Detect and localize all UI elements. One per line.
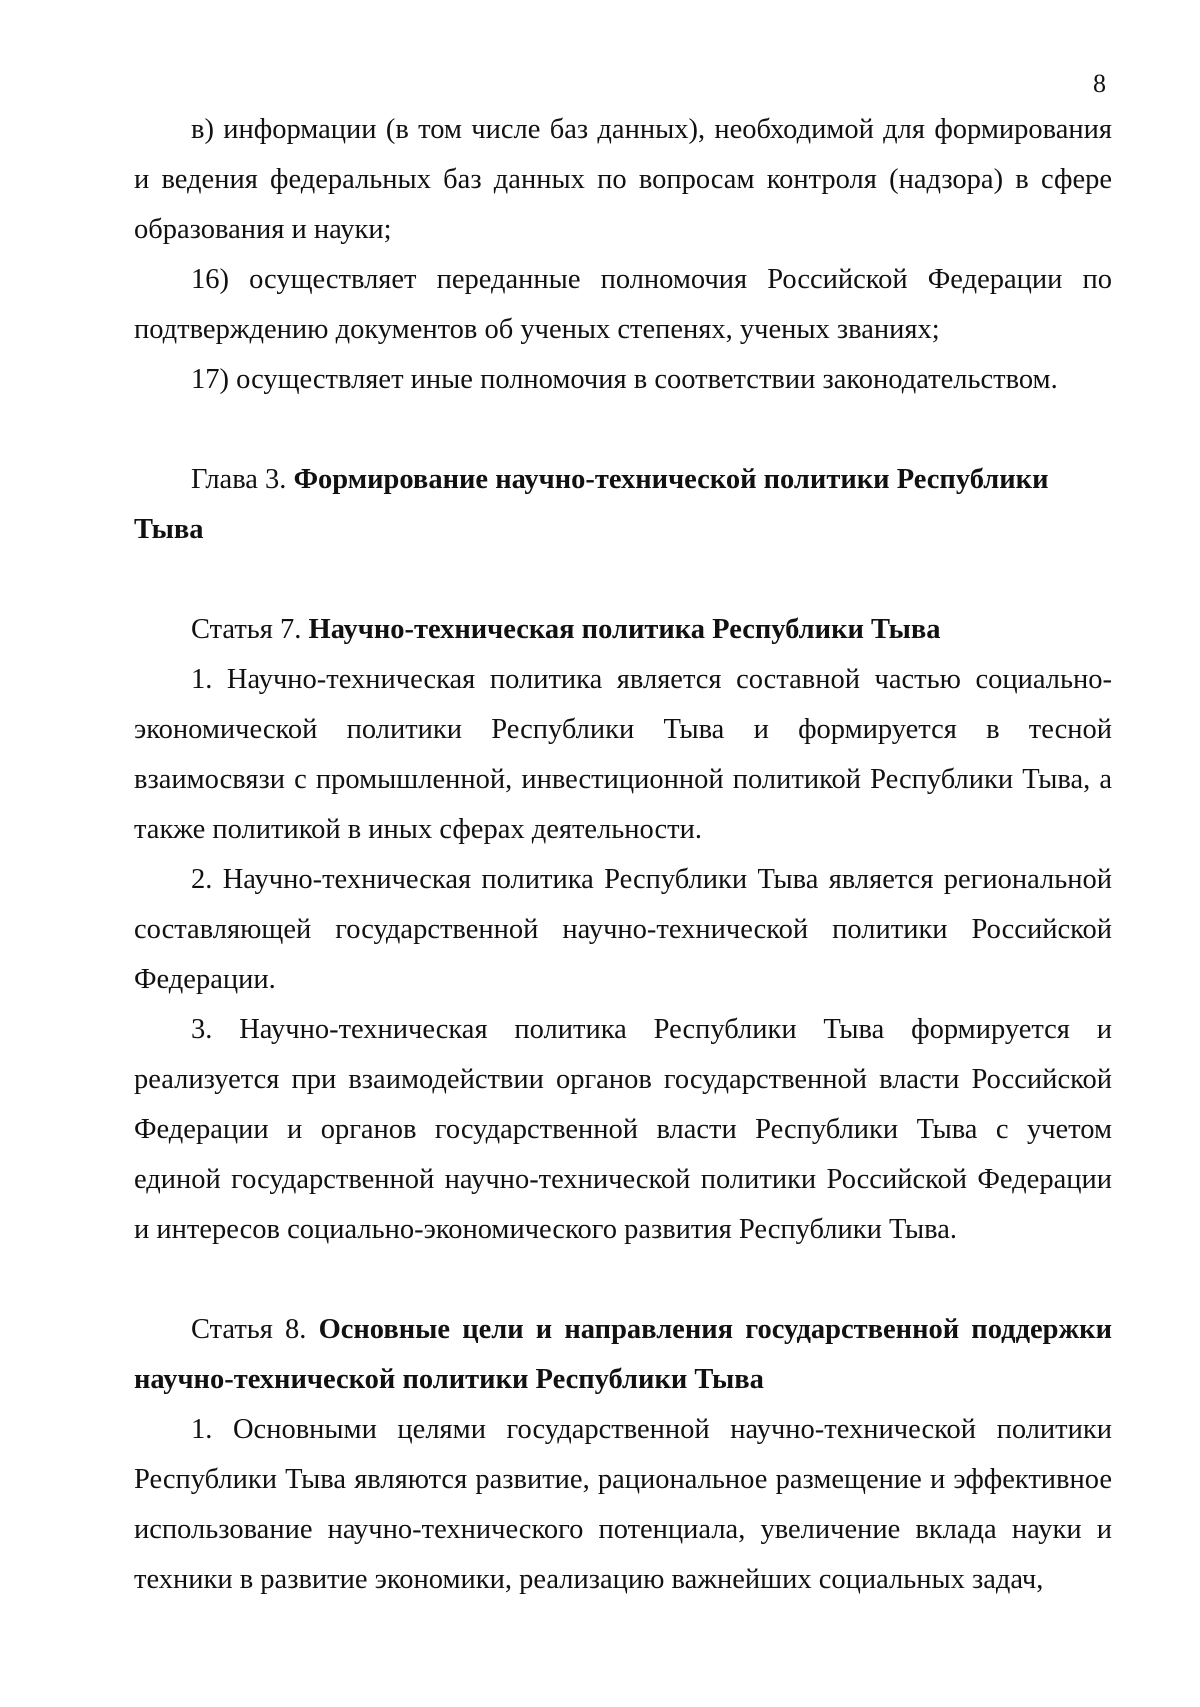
article-8-heading (134, 1305, 1112, 1405)
article-8-paragraph-1: 1. Основными целями государственной научно-технической политики Республики Тыва являются развитие, рациональное размещение и эффективное использование научно-технического потенциала, увеличение вклада науки и техники в развитие экономики, реализацию важнейших социальных задач, (134, 1414, 1112, 1595)
chapter-3-title: Формирование научно-технической политики Республики Тыва (134, 464, 1049, 545)
article-7-prefix: Статья 7. (191, 614, 309, 645)
article-7-paragraph-3: 3. Научно-техническая политика Республики Тыва формируется и реализуется при взаимодействии органов государственной власти Российской Федерации и органов государственной власти Республики Тыва с учетом единой государственной научно-технической политики Российской Федерации и интересов социально-экономического развития Республики Тыва. (134, 1014, 1112, 1245)
paragraph-v-information: в) информации (в том числе баз данных), необходимой для формирования и ведения федеральных баз данных по вопросам контроля (надзора) в сфере образования и науки; (134, 114, 1112, 245)
spacer (134, 405, 1112, 455)
spacer (134, 1255, 1112, 1305)
paragraph-item-17: 17) осуществляет иные полномочия в соответствии законодательством. (191, 364, 1058, 395)
spacer (134, 555, 1112, 605)
article-8-prefix: Статья 8. (191, 1314, 319, 1345)
article-7-paragraph-1: 1. Научно-техническая политика является составной частью социально-экономической политики Республики Тыва и формируется в тесной взаимосвязи с промышленной, инвестиционной политикой Республики Тыва, а также политикой в иных сферах деятельности. (134, 664, 1112, 845)
chapter-3-heading (134, 455, 1112, 555)
document-body (134, 105, 1112, 1605)
chapter-3-prefix: Глава 3. (191, 464, 294, 495)
article-7-heading (134, 605, 1112, 655)
article-7-paragraph-2: 2. Научно-техническая политика Республики Тыва является региональной составляющей государственной научно-технической политики Российской Федерации. (134, 864, 1112, 995)
article-8-title: Основные цели и направления государственной поддержки научно-технической политики Республики Тыва (134, 1314, 1112, 1395)
paragraph-item-16: 16) осуществляет переданные полномочия Российской Федерации по подтверждению документов об ученых степенях, ученых званиях; (134, 264, 1112, 345)
page-number: 8 (1093, 69, 1106, 98)
article-7-title: Научно-техническая политика Республики Тыва (308, 614, 941, 645)
